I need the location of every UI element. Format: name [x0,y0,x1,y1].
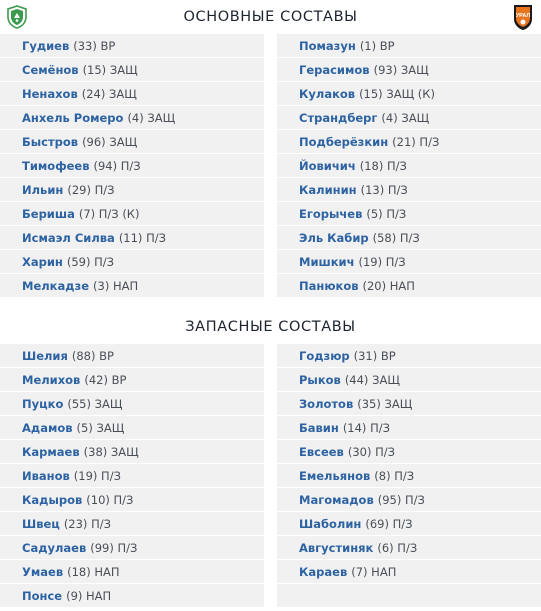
home-subs-list [0,344,264,608]
player-row [0,584,264,608]
player-row [0,274,264,298]
player-number-position: (18) П/З [359,158,407,173]
player-name-link[interactable]: Августиняк [299,540,374,555]
player-row [0,130,264,154]
player-name-link[interactable]: Страндберг [299,110,378,125]
player-number-position: (44) ЗАЩ [344,372,400,387]
player-row [277,106,541,130]
player-name-link[interactable]: Умаев [22,564,64,579]
player-name-link[interactable]: Магомадов [299,492,374,507]
player-row [277,274,541,298]
player-number-position: (19) П/З [73,468,121,483]
player-name-link[interactable]: Караев [299,564,348,579]
away-logo-text: УРАЛ [515,13,531,19]
player-name-link[interactable]: Егорычев [299,206,363,221]
player-row [277,344,541,368]
player-name-link[interactable]: Подберёзкин [299,134,389,149]
player-number-position: (69) П/З [365,516,413,531]
player-number-position: (19) П/З [358,254,406,269]
player-row [0,392,264,416]
player-name-link[interactable]: Кадыров [22,492,83,507]
player-row [0,34,264,58]
player-number-position: (93) ЗАЩ [373,62,429,77]
player-row [0,106,264,130]
player-name-link[interactable]: Иванов [22,468,70,483]
player-number-position: (88) ВР [71,348,114,363]
home-starters-list [0,34,264,298]
player-number-position: (55) ЗАЩ [67,396,123,411]
player-row [277,368,541,392]
ural-crest-icon [510,3,536,31]
player-number-position: (8) П/З [374,468,415,483]
player-row [0,416,264,440]
player-number-position: (14) П/З [342,420,390,435]
player-row [0,440,264,464]
player-name-link[interactable]: Эль Кабир [299,230,369,245]
player-row [0,464,264,488]
player-name-link[interactable]: Пуцко [22,396,64,411]
player-name-link[interactable]: Герасимов [299,62,370,77]
player-row [0,82,264,106]
player-number-position: (10) П/З [86,492,134,507]
player-row [277,560,541,584]
player-name-link[interactable]: Адамов [22,420,73,435]
player-number-position: (9) НАП [66,588,112,603]
player-name-link[interactable]: Ильин [22,182,64,197]
player-number-position: (5) ЗАЩ [76,420,125,435]
player-name-link[interactable]: Ненахов [22,86,78,101]
player-row [277,464,541,488]
player-number-position: (42) ВР [84,372,127,387]
away-team-logo[interactable] [510,3,536,31]
player-row [277,130,541,154]
player-number-position: (5) П/З [366,206,407,221]
player-number-position: (33) ВР [73,38,116,53]
player-row [0,250,264,274]
player-row [277,226,541,250]
player-name-link[interactable]: Швец [22,516,60,531]
player-number-position: (30) П/З [347,444,395,459]
player-name-link[interactable]: Мишкич [299,254,355,269]
player-name-link[interactable]: Помазун [299,38,356,53]
player-row [0,344,264,368]
player-number-position: (95) П/З [377,492,425,507]
player-number-position: (7) НАП [351,564,397,579]
player-name-link[interactable]: Калинин [299,182,357,197]
player-name-link[interactable]: Кармаев [22,444,80,459]
player-name-link[interactable]: Гудиев [22,38,70,53]
player-row [0,368,264,392]
player-row [277,250,541,274]
player-number-position: (18) НАП [67,564,120,579]
player-number-position: (15) ЗАЩ (К) [359,86,435,101]
player-row [277,584,541,608]
player-name-link[interactable]: Емельянов [299,468,371,483]
player-name-link[interactable]: Понсе [22,588,63,603]
player-number-position: (6) П/З [377,540,418,555]
player-number-position: (38) ЗАЩ [83,444,139,459]
player-number-position: (4) ЗАЩ [127,110,176,125]
away-subs-list [277,344,541,608]
player-name-link[interactable]: Анхель Ромеро [22,110,124,125]
player-row [0,536,264,560]
player-name-link[interactable]: Семёнов [22,62,79,77]
player-number-position: (1) ВР [359,38,395,53]
player-number-position: (7) П/З (К) [78,206,140,221]
player-row [0,58,264,82]
player-number-position: (59) П/З [66,254,115,269]
player-row [277,392,541,416]
player-row [0,178,264,202]
player-number-position: (11) П/З [118,230,166,245]
player-number-position: (29) П/З [67,182,115,197]
player-name-link[interactable]: Панюков [299,278,359,293]
player-number-position: (15) ЗАЩ [82,62,138,77]
player-number-position: (35) ЗАЩ [357,396,413,411]
player-row [277,512,541,536]
player-row [0,226,264,250]
player-number-position: (94) П/З [93,158,141,173]
player-name-link[interactable]: Золотов [299,396,354,411]
player-row [277,488,541,512]
player-number-position: (13) П/З [360,182,408,197]
player-name-link[interactable]: Мелкадзе [22,278,90,293]
player-row [0,202,264,226]
player-name-link[interactable]: Харин [22,254,63,269]
substitutes-title: ЗАПАСНЫЕ СОСТАВЫ [185,319,356,335]
player-name-link[interactable]: Кулаков [299,86,356,101]
player-row [277,154,541,178]
player-number-position: (58) П/З [372,230,420,245]
player-name-link[interactable]: Садулаев [22,540,87,555]
player-row [277,82,541,106]
player-number-position: (20) НАП [362,278,415,293]
player-number-position: (96) ЗАЩ [82,134,138,149]
player-row [277,178,541,202]
player-name-link[interactable]: Бериша [22,206,75,221]
player-name-link[interactable]: Евсеев [299,444,344,459]
player-name-link[interactable]: Шаболин [299,516,362,531]
player-number-position: (99) П/З [90,540,138,555]
player-number-position: (31) ВР [353,348,396,363]
player-row [277,34,541,58]
player-name-link[interactable]: Тимофеев [22,158,90,173]
player-number-position: (23) П/З [63,516,111,531]
player-name-link[interactable]: Быстров [22,134,79,149]
player-number-position: (21) П/З [392,134,440,149]
player-row [0,512,264,536]
player-row [277,440,541,464]
player-number-position: (3) НАП [93,278,139,293]
player-number-position: (24) ЗАЩ [81,86,137,101]
player-row [0,560,264,584]
player-name-link[interactable]: Рыков [299,372,341,387]
player-number-position: (4) ЗАЩ [381,110,430,125]
player-row [277,416,541,440]
away-starters-list [277,34,541,298]
starting-lineups-title: ОСНОВНЫЕ СОСТАВЫ [183,9,358,25]
player-name-link[interactable]: Шелия [22,348,68,363]
player-row [0,488,264,512]
player-name-link[interactable]: Йовичич [299,158,356,173]
player-name-link[interactable]: Бавин [299,420,339,435]
player-row [277,202,541,226]
player-row [277,58,541,82]
player-name-link[interactable]: Исмаэл Силва [22,230,115,245]
player-row [0,154,264,178]
player-name-link[interactable]: Мелихов [22,372,81,387]
player-row [277,536,541,560]
player-name-link[interactable]: Годзюр [299,348,350,363]
